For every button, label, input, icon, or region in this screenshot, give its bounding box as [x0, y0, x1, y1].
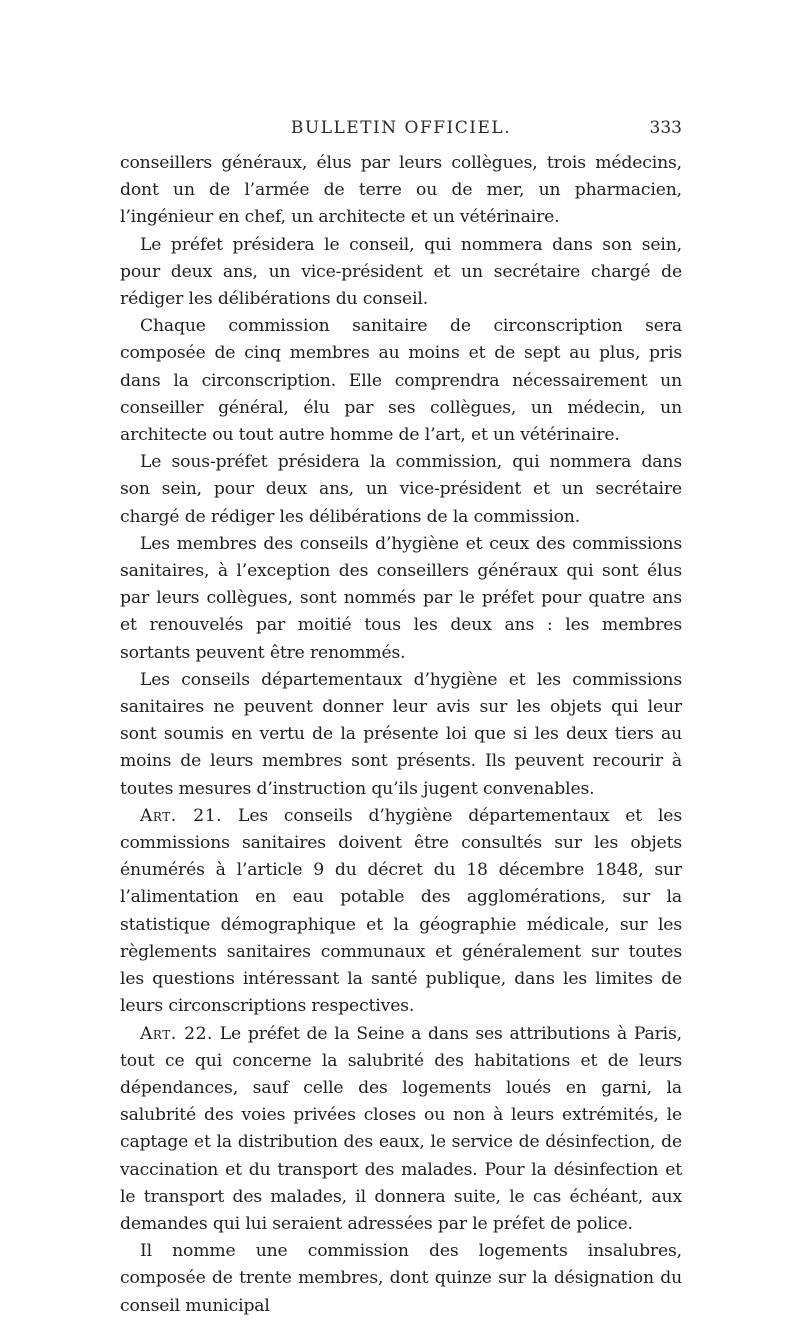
- paragraph-avis-quorum: Les conseils départementaux d’hygiène et les commissions sanitaires ne peuvent donner leur avis sur les objets qui leur sont soumis en vertu de la présente loi que si les deux tiers au moins de leurs membres sont présents. Ils peuvent recourir à toutes mesures d’instruction qu’ils jugent convenables.: [120, 669, 682, 799]
- paragraph-continuation: conseillers généraux, élus par leurs collègues, trois médecins, dont un de l’armée de terre ou de mer, un pharmacien, l’ingénieur en chef, un architecte et un vétérinaire.: [120, 153, 682, 228]
- body-text: [120, 150, 682, 1320]
- running-header: [120, 118, 682, 142]
- article-21-label: Art. 21.: [140, 805, 223, 826]
- page-number: 333: [649, 118, 682, 138]
- paragraph-article-21: [120, 803, 682, 1021]
- paragraph-article-22: [120, 1021, 682, 1239]
- paragraph-prefet-conseil: Le préfet présidera le conseil, qui nommera dans son sein, pour deux ans, un vice-président et un secrétaire chargé de rédiger les délibérations du conseil.: [120, 234, 682, 310]
- running-title: BULLETIN OFFICIEL.: [290, 118, 512, 138]
- paragraph-commission-logements: Il nomme une commission des logements insalubres, composée de trente membres, dont quinze sur la désignation du conseil municipal: [120, 1241, 682, 1316]
- article-22-label: Art. 22.: [140, 1023, 213, 1044]
- paragraph-membres-nommes: Les membres des conseils d’hygiène et ceux des commissions sanitaires, à l’exception des conseillers généraux qui sont élus par leurs collègues, sont nommés par le préfet pour quatre ans et renouvelés par moitié tous les deux ans : les membres sortants peuvent être renommés.: [120, 533, 682, 663]
- paragraph-sous-prefet: Le sous-préfet présidera la commission, qui nommera dans son sein, pour deux ans, un vice-président et un secrétaire chargé de rédiger les délibérations de la commission.: [120, 452, 682, 527]
- article-21-text: Les conseils d’hygiène départementaux et les commissions sanitaires doivent être consultés sur les objets énumérés à l’article 9 du décret du 18 décembre 1848, sur l’alimentation en eau potable des agglomérations, sur la statistique démographique et la géographie médicale, sur les règlements sanitaires communaux et généralement sur toutes les questions intéressant la santé publique, dans les limites de leurs circonscriptions respectives.: [120, 805, 682, 1017]
- paragraph-commission-composition: Chaque commission sanitaire de circonscription sera composée de cinq membres au moins et de sept au plus, pris dans la circonscription. Elle comprendra nécessairement un conseiller général, élu par ses collègues, un médecin, un architecte ou tout autre homme de l’art, et un vétérinaire.: [120, 316, 682, 446]
- article-22-text: Le préfet de la Seine a dans ses attributions à Paris, tout ce qui concerne la salubrité des habitations et de leurs dépendances, sauf celle des logements loués en garni, la salubrité des voies privées closes ou non à leurs extrémités, le captage et la distribution des eaux, le service de désinfection, de vaccination et du transport des malades. Pour la désinfection et le transport des malades, il donnera suite, le cas échéant, aux demandes qui lui seraient adressées par le préfet de police.: [120, 1023, 682, 1234]
